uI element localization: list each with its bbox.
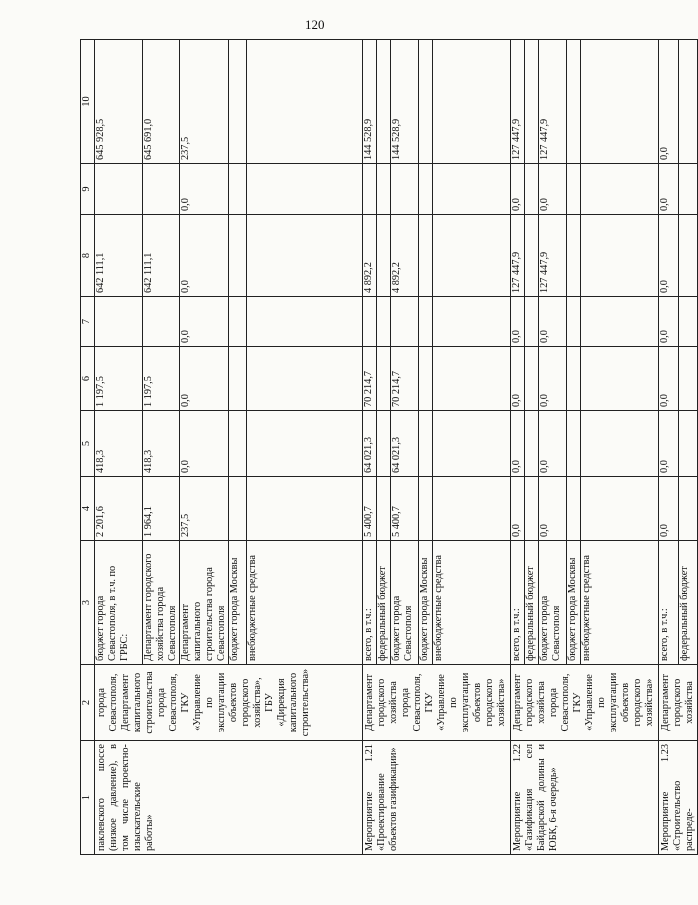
amount-cell [247, 297, 363, 347]
amount-cell: 645 928,5 [95, 40, 143, 164]
amount-cell [377, 477, 391, 541]
amount-cell [567, 215, 581, 297]
funding-source: внебюджетные средства [433, 541, 511, 665]
amount-cell [581, 477, 659, 541]
amount-cell: 0,0 [180, 411, 229, 477]
amount-cell [679, 297, 698, 347]
amount-cell [525, 477, 539, 541]
amount-cell [581, 411, 659, 477]
executor-name: Департамент капитального строительства города Севастополя, [120, 671, 179, 734]
amount-cell [433, 347, 511, 411]
amount-cell [525, 347, 539, 411]
amount-cell: 237,5 [180, 477, 229, 541]
amount-cell: 2 201,6 [95, 477, 143, 541]
header-cell: 10 [81, 40, 95, 164]
amount-cell [419, 477, 433, 541]
table-row [659, 40, 679, 855]
table-row [363, 40, 377, 855]
amount-cell: 0,0 [539, 164, 567, 215]
funding-source: Департамент капитального строительства города Севастополя [180, 541, 229, 665]
executor-list [659, 665, 698, 741]
amount-cell: 0,0 [511, 164, 525, 215]
amount-cell: 0,0 [659, 477, 679, 541]
funding-source: всего, в т.ч.: [363, 541, 377, 665]
header-cell: 4 [81, 477, 95, 541]
amount-cell [433, 164, 511, 215]
amount-cell [433, 477, 511, 541]
amount-cell: 642 111,1 [143, 215, 180, 297]
funding-source: бюджет города Севастополя, в т.ч. по ГРБС: [95, 541, 143, 665]
amount-cell [419, 40, 433, 164]
amount-cell [377, 164, 391, 215]
amount-cell: 0,0 [659, 347, 679, 411]
executor-list [95, 665, 363, 741]
amount-cell [229, 297, 247, 347]
amount-cell [247, 477, 363, 541]
amount-cell [419, 411, 433, 477]
amount-cell [229, 347, 247, 411]
amount-cell: 0,0 [511, 347, 525, 411]
rotated-table-wrapper [80, 40, 695, 855]
page-number: 120 [305, 17, 325, 32]
funding-source: федеральный бюджет [377, 541, 391, 665]
amount-cell: 4 892,2 [363, 215, 377, 297]
amount-cell [433, 297, 511, 347]
amount-cell [419, 164, 433, 215]
amount-cell: 0,0 [511, 411, 525, 477]
amount-cell [377, 215, 391, 297]
amount-cell [581, 40, 659, 164]
amount-cell: 64 021,3 [363, 411, 377, 477]
amount-cell: 70 214,7 [363, 347, 377, 411]
funding-source: федеральный бюджет [679, 541, 698, 665]
amount-cell: 0,0 [659, 297, 679, 347]
measure-name: Мероприятие 1.22 «Газификация сел Байдарской долины и ЮБК, 6-я очередь» [511, 741, 659, 855]
amount-cell: 144 528,9 [391, 40, 419, 164]
amount-cell [567, 347, 581, 411]
amount-cell: 0,0 [659, 164, 679, 215]
header-cell: 9 [81, 164, 95, 215]
amount-cell [377, 297, 391, 347]
amount-cell: 0,0 [511, 297, 525, 347]
header-cell: 2 [81, 665, 95, 741]
executor-name: Департамент городского хозяйства города Севастополя, [364, 673, 423, 732]
amount-cell [679, 411, 698, 477]
funding-source: внебюджетные средства [581, 541, 659, 665]
amount-cell: 0,0 [180, 164, 229, 215]
measure-name: паклевского шоссе (низкое давление), в том числе проектно-изыскательские работы» [95, 741, 363, 855]
measure-name: Мероприятие 1.23 «Строительство распреде- [659, 741, 698, 855]
funding-source: федеральный бюджет [525, 541, 539, 665]
funding-source: бюджет города Москвы [229, 541, 247, 665]
executor-list [363, 665, 511, 741]
funding-source: бюджет города Севастополя [391, 541, 419, 665]
amount-cell: 0,0 [539, 297, 567, 347]
amount-cell: 0,0 [659, 215, 679, 297]
amount-cell [679, 477, 698, 541]
amount-cell: 0,0 [180, 215, 229, 297]
funding-source: Департамент городского хозяйства города Севастополя [143, 541, 180, 665]
amount-cell [229, 477, 247, 541]
funding-source: внебюджетные средства [247, 541, 363, 665]
amount-cell [679, 164, 698, 215]
amount-cell [143, 297, 180, 347]
amount-cell [377, 411, 391, 477]
executor-name: ГКУ «Управление по эксплуатации объектов городского хозяйства», [180, 672, 263, 733]
amount-cell [525, 297, 539, 347]
amount-cell: 64 021,3 [391, 411, 419, 477]
header-cell: 7 [81, 297, 95, 347]
executor-name: Департамент городского хозяйства города Севастополя, [512, 673, 571, 732]
amount-cell [247, 215, 363, 297]
amount-cell [581, 215, 659, 297]
amount-cell [363, 297, 377, 347]
executor-name: ГКУ «Управление по эксплуатации объектов городского хозяйства» [572, 672, 655, 733]
amount-cell [229, 40, 247, 164]
amount-cell [581, 347, 659, 411]
funding-source: всего, в т.ч.: [511, 541, 525, 665]
amount-cell: 5 400,7 [363, 477, 377, 541]
funding-source: бюджет города Москвы [567, 541, 581, 665]
amount-cell [247, 164, 363, 215]
amount-cell: 0,0 [539, 411, 567, 477]
amount-cell: 127 447,9 [511, 40, 525, 164]
amount-cell [143, 164, 180, 215]
executor-name: Департамент городского хозяйства [660, 673, 695, 732]
amount-cell [247, 347, 363, 411]
amount-cell [247, 411, 363, 477]
amount-cell: 237,5 [180, 40, 229, 164]
amount-cell [433, 40, 511, 164]
table-row [511, 40, 525, 855]
executor-name: ГБУ «Дирекция капитального строительства» [264, 668, 311, 737]
header-cell: 5 [81, 411, 95, 477]
amount-cell [567, 297, 581, 347]
amount-cell: 418,3 [95, 411, 143, 477]
executor-name: города Севастополя, [96, 673, 119, 732]
amount-cell [581, 164, 659, 215]
amount-cell: 5 400,7 [391, 477, 419, 541]
amount-cell: 1 197,5 [95, 347, 143, 411]
amount-cell: 1 964,1 [143, 477, 180, 541]
header-cell: 1 [81, 741, 95, 855]
amount-cell: 0,0 [659, 40, 679, 164]
measure-name: Мероприятие 1.21 «Проектирование объектов газификации» [363, 741, 511, 855]
amount-cell: 645 691,0 [143, 40, 180, 164]
amount-cell [229, 215, 247, 297]
funding-source: всего, в т.ч.: [659, 541, 679, 665]
amount-cell [525, 40, 539, 164]
amount-cell: 0,0 [180, 297, 229, 347]
table-row [95, 40, 143, 855]
amount-cell: 0,0 [180, 347, 229, 411]
header-cell: 3 [81, 541, 95, 665]
funding-source: бюджет города Москвы [419, 541, 433, 665]
amount-cell [433, 411, 511, 477]
amount-cell [567, 164, 581, 215]
amount-cell: 127 447,9 [539, 215, 567, 297]
amount-cell [679, 347, 698, 411]
header-cell: 6 [81, 347, 95, 411]
amount-cell [377, 347, 391, 411]
amount-cell: 127 447,9 [539, 40, 567, 164]
amount-cell: 127 447,9 [511, 215, 525, 297]
amount-cell: 642 111,1 [95, 215, 143, 297]
amount-cell [433, 215, 511, 297]
executor-list [511, 665, 659, 741]
amount-cell: 144 528,9 [363, 40, 377, 164]
amount-cell [391, 297, 419, 347]
header-row [81, 40, 95, 855]
amount-cell [525, 164, 539, 215]
amount-cell [419, 347, 433, 411]
amount-cell: 70 214,7 [391, 347, 419, 411]
amount-cell [525, 215, 539, 297]
amount-cell [581, 297, 659, 347]
amount-cell: 1 197,5 [143, 347, 180, 411]
amount-cell [419, 215, 433, 297]
amount-cell [247, 40, 363, 164]
amount-cell: 418,3 [143, 411, 180, 477]
amount-cell: 4 892,2 [391, 215, 419, 297]
funding-source: бюджет города Севастополя [539, 541, 567, 665]
amount-cell [95, 297, 143, 347]
amount-cell: 0,0 [511, 477, 525, 541]
amount-cell [567, 477, 581, 541]
amount-cell [229, 164, 247, 215]
amount-cell [679, 40, 698, 164]
amount-cell: 0,0 [539, 347, 567, 411]
amount-cell: 0,0 [539, 477, 567, 541]
amount-cell [377, 40, 391, 164]
amount-cell [419, 297, 433, 347]
table-sheet [80, 40, 695, 855]
executor-name: ГКУ «Управление по эксплуатации объектов городского хозяйства» [424, 672, 507, 733]
amount-cell [567, 40, 581, 164]
amount-cell: 0,0 [659, 411, 679, 477]
amount-cell [679, 215, 698, 297]
amount-cell [567, 411, 581, 477]
amount-cell [229, 411, 247, 477]
amount-cell [95, 164, 143, 215]
budget-table [80, 39, 698, 855]
header-cell: 8 [81, 215, 95, 297]
amount-cell [363, 164, 377, 215]
amount-cell [391, 164, 419, 215]
amount-cell [525, 411, 539, 477]
